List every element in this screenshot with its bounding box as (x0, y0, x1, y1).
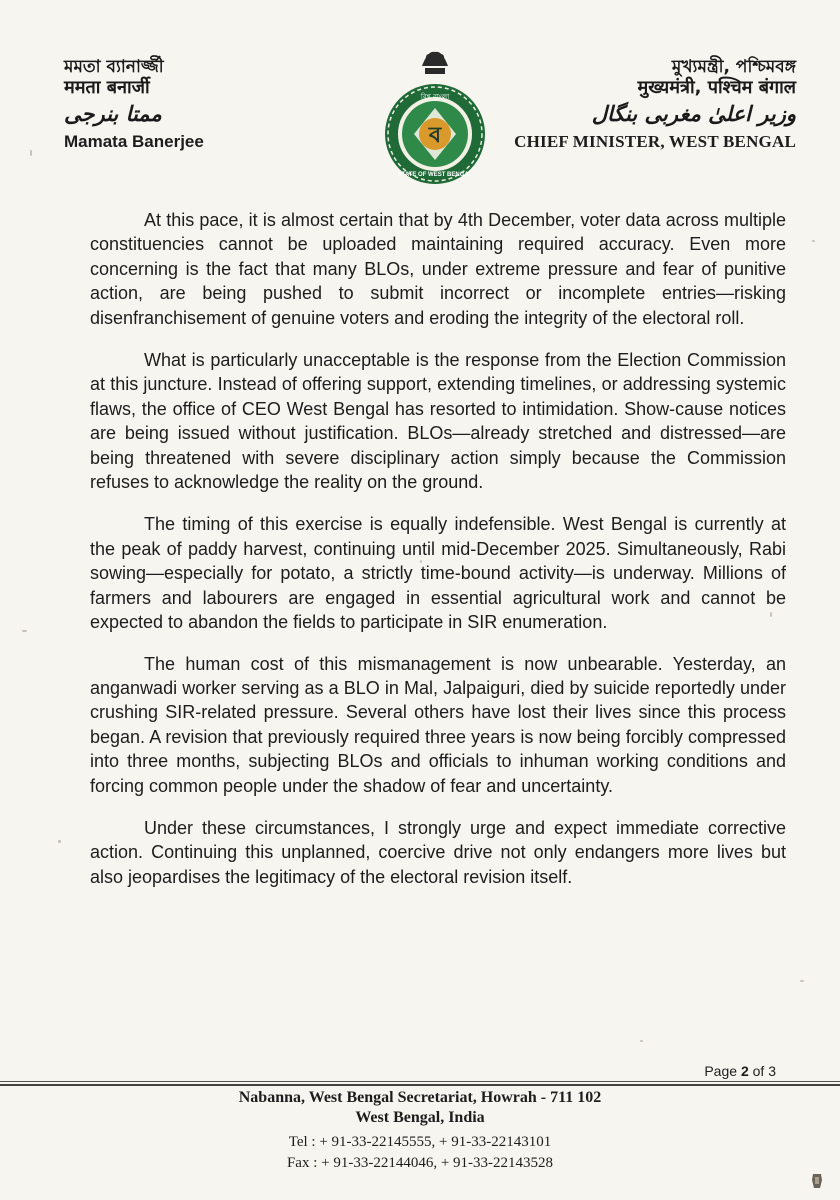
footer-address-line2: West Bengal, India (355, 1109, 485, 1126)
title-urdu: وزیر اعلیٰ مغربی بنگال (591, 102, 796, 127)
header-left (64, 58, 294, 152)
emblem-ring-bottom-text: STATE OF WEST BENGAL (397, 172, 473, 178)
footer-fax: Fax : + 91-33-22144046, + 91-33-22143528 (286, 1155, 554, 1171)
footer-divider-thick (0, 1084, 840, 1086)
footer-tel: Tel : + 91-33-22145555, + 91-33-22143101 (288, 1134, 552, 1150)
paragraph: At this pace, it is almost certain that by 4th December, voter data across multiple constituencies cannot be uploaded maintaining required accuracy. Even more concerning is the fact that many BLOs, under extreme pressure and fear of punitive action, are being pushed to submit incorrect or incomplete entries—risking disenfranchisement of genuine voters and eroding the integrity of the electoral roll. (90, 210, 786, 328)
page-number (704, 1063, 776, 1079)
emblem-icon (370, 46, 500, 186)
letter-body (90, 208, 786, 907)
name-urdu: ممتا بنرجی (64, 102, 162, 127)
paragraph: Under these circumstances, I strongly urge and expect immediate corrective action. Continuing this unplanned, coercive drive not only endangers more lives but also jeopardises the legitimacy of the electoral revision itself. (90, 817, 786, 887)
footer (0, 1088, 840, 1174)
paragraph: What is particularly unacceptable is the response from the Election Commission at this juncture. Instead of offering support, extending timelines, or addressing systemic flaws, the office of CEO West Bengal has resorted to intimidation. Show-cause notices are being issued without justification. BLOs—already stretched and distressed—are being threatened with severe disciplinary action simply because the Commission refuses to acknowledge the reality on the ground. (90, 350, 786, 493)
title-bengali: মুখ্যমন্ত্রী, পশ্চিমবঙ্গ (671, 57, 796, 77)
header-right (496, 58, 796, 152)
emblem-letter: ব (428, 123, 442, 148)
emblem-ring-top-text: বিশ্ব বাংলা (420, 93, 450, 101)
footer-address-line1: Nabanna, West Bengal Secretariat, Howrah - 711 102 (238, 1089, 602, 1106)
title-english: CHIEF MINISTER, WEST BENGAL (514, 132, 796, 152)
state-emblem (370, 46, 500, 186)
paragraph: The timing of this exercise is equally indefensible. West Bengal is currently at the peak of paddy harvest, continuing until mid-December 2025. Simultaneously, Rabi sowing—especially for potato, a strictly time-bound activity—is underway. Millions of farmers and labourers are engaged in essential agricultural work and cannot be expected to abandon the fields to participate in SIR enumeration. (90, 514, 786, 633)
corner-stamp-icon (810, 1172, 824, 1190)
ashoka-pillar-icon (422, 52, 448, 74)
page-total: 3 (768, 1063, 776, 1079)
page-separator: of (748, 1063, 769, 1079)
paragraph: The human cost of this mismanagement is now unbearable. Yesterday, an anganwadi worker serving as a BLO in Mal, Jalpaiguri, died by suicide reportedly under crushing SIR-related pressure. Several others have lost their lives since this process began. A revision that previously required three years is now being forcibly compressed into three months, subjecting BLOs and officials to inhuman working conditions and forcing common people under the shadow of fear and uncertainty. (90, 653, 786, 796)
title-hindi: मुख्यमंत्री, पश्चिम बंगाल (637, 76, 796, 98)
page-current: 2 (740, 1063, 749, 1079)
name-hindi: ममता बनार्जी (64, 76, 150, 98)
name-bengali: মমতা ব্যানার্জ্জী (64, 57, 164, 77)
page-prefix: Page (704, 1063, 741, 1079)
footer-divider (0, 1081, 840, 1082)
name-english: Mamata Banerjee (64, 132, 204, 152)
